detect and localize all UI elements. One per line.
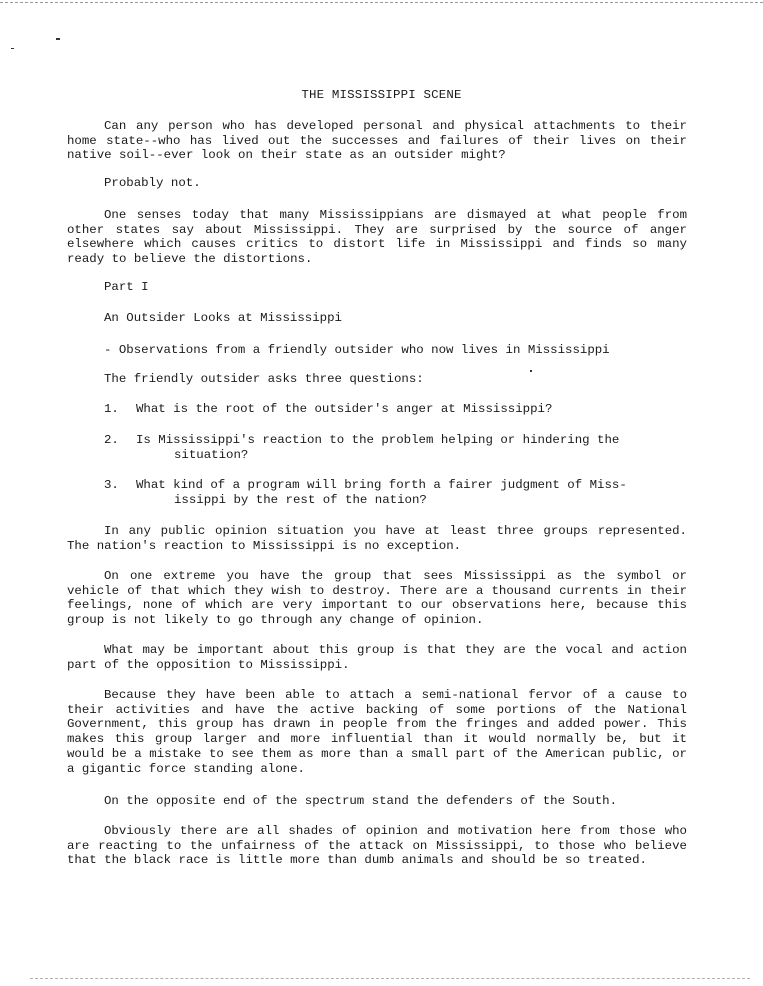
question-text: What is the root of the outsider's anger at Mississippi? [136,402,553,416]
page-top-edge [0,2,763,3]
paragraph-semi-national: Because they have been able to attach a semi-national fervor of a cause to their activities and have the active backing of some portions of the National Government, this group has drawn in people from the fringes and added power. This makes this group larger and more influential than it would normally be, but it would be a mistake to see them as more than a small part of the American public, or a gigantic force standing alone. [67,688,687,776]
question-text: What kind of a program will bring forth a fairer judgment of Miss- [136,478,627,492]
section-heading: An Outsider Looks at Mississippi [104,311,342,325]
questions-intro: The friendly outsider asks three questions: [104,372,424,386]
paragraph-vocal-group: What may be important about this group is that they are the vocal and action part of the opposition to Mississippi. [67,643,687,672]
question-text-continued: situation? [174,447,249,462]
question-item [104,402,664,417]
document-title: THE MISSISSIPPI SCENE [301,88,462,102]
part-label: Part I [104,280,149,294]
scan-speck [11,48,14,49]
question-number: 1. [104,402,119,416]
paragraph-opposite-end: On the opposite end of the spectrum stand the defenders of the South. [104,794,618,808]
scan-speck [56,38,60,40]
page-bottom-edge [30,978,750,979]
question-text-continued: issippi by the rest of the nation? [174,492,427,507]
paragraph-one-extreme: On one extreme you have the group that sees Mississippi as the symbol or vehicle of that which they wish to destroy. There are a thousand currents in their feelings, none of which are very important to our observations here, because this group is not likely to go through any change of opinion. [67,569,687,628]
question-item [104,433,664,462]
paragraph-dismayed: One senses today that many Mississippians are dismayed at what people from other states say about Mississippi. They are surprised by the source of anger elsewhere which causes critics to distort life in Mississippi and finds so many ready to believe the distortions. [67,208,687,267]
question-item [104,478,664,507]
question-text: Is Mississippi's reaction to the problem helping or hindering the [136,433,620,447]
paragraph-public-opinion: In any public opinion situation you have at least three groups represented. The nation's reaction to Mississippi is no exception. [67,524,687,553]
paragraph-shades-of-opinion: Obviously there are all shades of opinion and motivation here from those who are reacting to the unfairness of the attack on Mississippi, to those who believe that the black race is little more than dumb animals and should be so treated. [67,824,687,868]
paragraph-intro: Can any person who has developed personal and physical attachments to their home state--who has lived out the successes and failures of their lives on their native soil--ever look on their state as an outsider might? [67,119,687,163]
paragraph-probably-not: Probably not. [104,176,201,190]
question-number: 3. [104,478,119,492]
question-number: 2. [104,433,119,447]
section-subheading: - Observations from a friendly outsider who now lives in Mississippi [104,343,610,357]
